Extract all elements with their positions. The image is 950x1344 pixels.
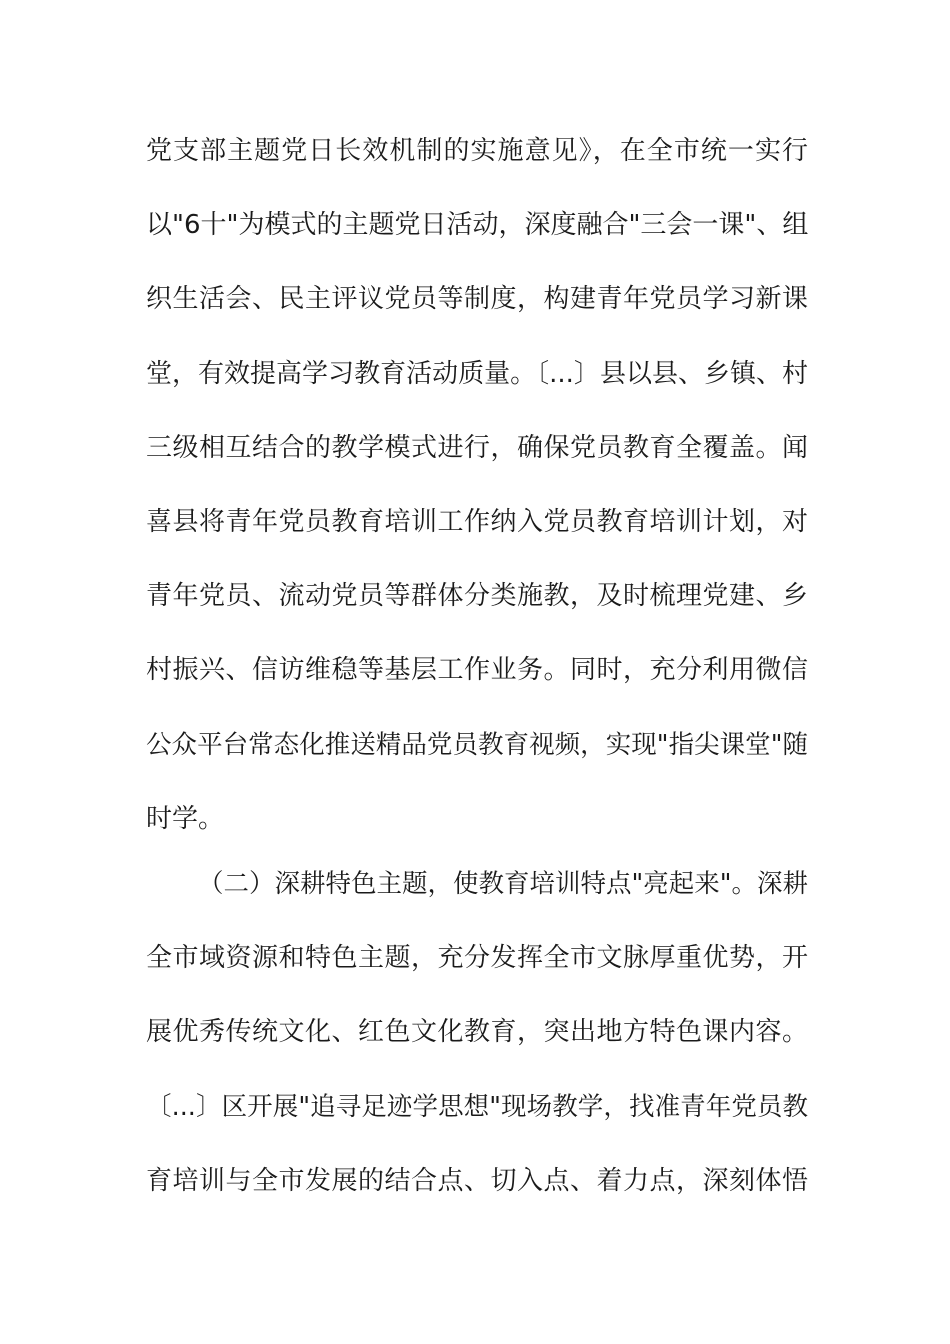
text-line: 喜县将青年党员教育培训工作纳入党员教育培训计划，对 bbox=[146, 507, 808, 537]
text-line: 时学。 bbox=[146, 804, 225, 834]
text-line: 织生活会、民主评议党员等制度，构建青年党员学习新课 bbox=[146, 284, 808, 314]
text-line: 展优秀传统文化、红色文化教育，突出地方特色课内容。 bbox=[146, 1017, 808, 1047]
text-line: 育培训与全市发展的结合点、切入点、着力点，深刻体悟 bbox=[146, 1166, 808, 1196]
paragraph-first-line: （二）深耕特色主题，使教育培训特点"亮起来"。深耕 bbox=[198, 869, 808, 899]
text-line: 堂，有效提高学习教育活动质量。〔...〕县以县、乡镇、村 bbox=[146, 359, 808, 389]
text-line: 村振兴、信访维稳等基层工作业务。同时，充分利用微信 bbox=[146, 655, 808, 685]
text-line: 青年党员、流动党员等群体分类施教，及时梳理党建、乡 bbox=[146, 581, 808, 611]
text-line: 全市域资源和特色主题，充分发挥全市文脉厚重优势，开 bbox=[146, 943, 808, 973]
text-line: 公众平台常态化推送精品党员教育视频，实现"指尖课堂"随 bbox=[146, 730, 808, 760]
text-line: 三级相互结合的教学模式进行，确保党员教育全覆盖。闻 bbox=[146, 433, 808, 463]
text-line: 党支部主题党日长效机制的实施意见》，在全市统一实行 bbox=[146, 136, 808, 166]
text-line: 以"6十"为模式的主题党日活动，深度融合"三会一课"、组 bbox=[146, 210, 809, 240]
text-line: 〔...〕区开展"追寻足迹学思想"现场教学，找准青年党员教 bbox=[146, 1092, 808, 1122]
